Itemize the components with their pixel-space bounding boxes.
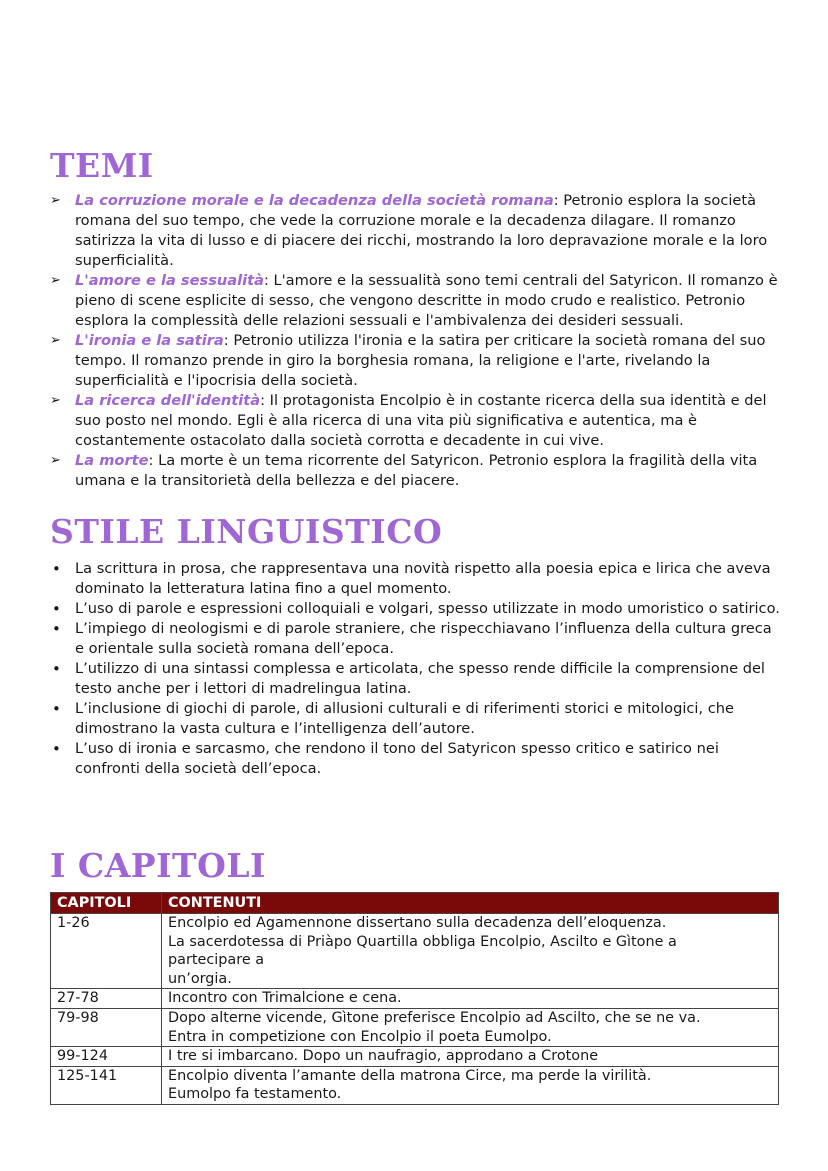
style-item (50, 739, 780, 779)
style-item-text: L’utilizzo di una sintassi complessa e articolata, che spesso rende difficile la comprensione del testo anche per i lettori di madrelingua latina. (75, 660, 765, 697)
table-row (51, 1008, 779, 1046)
themes-heading: TEMI (50, 146, 154, 185)
theme-item (50, 191, 780, 271)
theme-item (50, 271, 780, 331)
theme-text: : La morte è un tema ricorrente del Satyricon. Petronio esplora la fragilità della vita umana e la transitorietà della bellezza e del piacere. (75, 452, 758, 489)
chapter-range: 99-124 (51, 1047, 162, 1067)
theme-text: : Petronio esplora la società romana del suo tempo, che vede la corruzione morale e la decadenza dilagare. Il romanzo satirizza la vita di lusso e di piacere dei ricchi, mostrando la loro depravazione morale e la loro superficialità. (75, 192, 768, 269)
content-line: Dopo alterne vicende, Gìtone preferisce Encolpio ad Ascilto, che se ne va. (168, 1009, 701, 1026)
theme-title: La corruzione morale e la decadenza della società romana (75, 192, 554, 209)
theme-text: : Il protagonista Encolpio è in costante ricerca della sua identità e del suo posto nel mondo. Egli è alla ricerca di una vita più significativa e autentica, ma è costantemente ostacolato dalla società corrotta e decadente in cui vive. (75, 392, 767, 449)
column-header-contents: CONTENUTI (162, 893, 779, 914)
style-item-text: L’inclusione di giochi di parole, di allusioni culturali e di riferimenti storici e mitologici, che dimostrano la vasta cultura e l’intelligenza dell’autore. (75, 700, 735, 737)
content-line: Encolpio ed Agamennone dissertano sulla decadenza dell’eloquenza. (168, 915, 667, 931)
content-line: Entra in competizione con Encolpio il poeta Eumolpo. (168, 1028, 552, 1045)
content-line: un’orgia. (168, 970, 232, 987)
chapter-content (162, 1047, 779, 1067)
content-line: partecipare a (168, 952, 265, 969)
chapter-range: 1-26 (51, 914, 162, 989)
style-item-text: L’uso di parole e espressioni colloquiali e volgari, spesso utilizzate in modo umoristico o satirico. (75, 600, 780, 617)
bullet-icon: • (52, 600, 61, 618)
bullet-icon: • (52, 740, 61, 758)
style-list (50, 559, 780, 779)
style-heading: STILE LINGUISTICO (50, 512, 443, 551)
theme-item (50, 391, 780, 451)
chapter-range: 79-98 (51, 1008, 162, 1046)
chapters-table (50, 892, 779, 1105)
style-item (50, 559, 780, 599)
style-item-text: L’impiego di neologismi e di parole straniere, che rispecchiavano l’influenza della cultura greca e orientale sulla società romana dell’epoca. (75, 620, 772, 657)
chapter-range: 27-78 (51, 989, 162, 1009)
theme-text: : L'amore e la sessualità sono temi centrali del Satyricon. Il romanzo è pieno di scene esplicite di sesso, che vengono descritte in modo crudo e realistico. Petronio esplora la complessità delle relazioni sessuali e l'ambivalenza dei desideri sessuali. (75, 272, 778, 329)
arrow-bullet-icon: ➢ (50, 393, 61, 408)
arrow-bullet-icon: ➢ (50, 193, 61, 208)
table-row (51, 1066, 779, 1104)
table-row (51, 914, 779, 989)
chapter-content (162, 989, 779, 1009)
theme-title: La ricerca dell'identità (75, 392, 261, 409)
theme-item (50, 451, 780, 491)
bullet-icon: • (52, 660, 61, 678)
bullet-icon: • (52, 620, 61, 638)
bullet-icon: • (52, 700, 61, 718)
column-header-chapters: CAPITOLI (51, 893, 162, 914)
content-line: I tre si imbarcano. Dopo un naufragio, approdano a Crotone (168, 1048, 599, 1065)
chapter-range: 125-141 (51, 1066, 162, 1104)
chapter-content (162, 1008, 779, 1046)
theme-title: L'amore e la sessualità (75, 272, 264, 289)
table-row (51, 989, 779, 1009)
content-line: Incontro con Trimalcione e cena. (168, 990, 402, 1007)
themes-list (50, 191, 780, 491)
style-item (50, 619, 780, 659)
content-line: Encolpio diventa l’amante della matrona Circe, ma perde la virilità. (168, 1067, 652, 1084)
theme-text: : Petronio utilizza l'ironia e la satira per criticare la società romana del suo tempo. Il romanzo prende in giro la borghesia romana, la religione e l'arte, rivelando la superficialità e l'ipocrisia della società. (75, 332, 766, 389)
arrow-bullet-icon: ➢ (50, 453, 61, 468)
theme-item (50, 331, 780, 391)
style-item (50, 659, 780, 699)
arrow-bullet-icon: ➢ (50, 333, 61, 348)
style-item-text: La scrittura in prosa, che rappresentava una novità rispetto alla poesia epica e lirica che aveva dominato la letteratura latina fino a quel momento. (75, 560, 771, 597)
style-item-text: L’uso di ironia e sarcasmo, che rendono il tono del Satyricon spesso critico e satirico nei confronti della società dell’epoca. (75, 740, 719, 777)
theme-title: La morte (75, 452, 149, 469)
content-line: Eumolpo fa testamento. (168, 1086, 342, 1103)
theme-title: L'ironia e la satira (75, 332, 224, 349)
arrow-bullet-icon: ➢ (50, 273, 61, 288)
chapters-heading: I CAPITOLI (50, 846, 266, 885)
table-row (51, 1047, 779, 1067)
table-header-row (51, 893, 779, 914)
style-item (50, 699, 780, 739)
chapter-content (162, 914, 779, 989)
chapter-content (162, 1066, 779, 1104)
style-item (50, 599, 780, 619)
bullet-icon: • (52, 560, 61, 578)
content-line: La sacerdotessa di Priàpo Quartilla obbliga Encolpio, Ascilto e Gìtone a (168, 933, 677, 950)
